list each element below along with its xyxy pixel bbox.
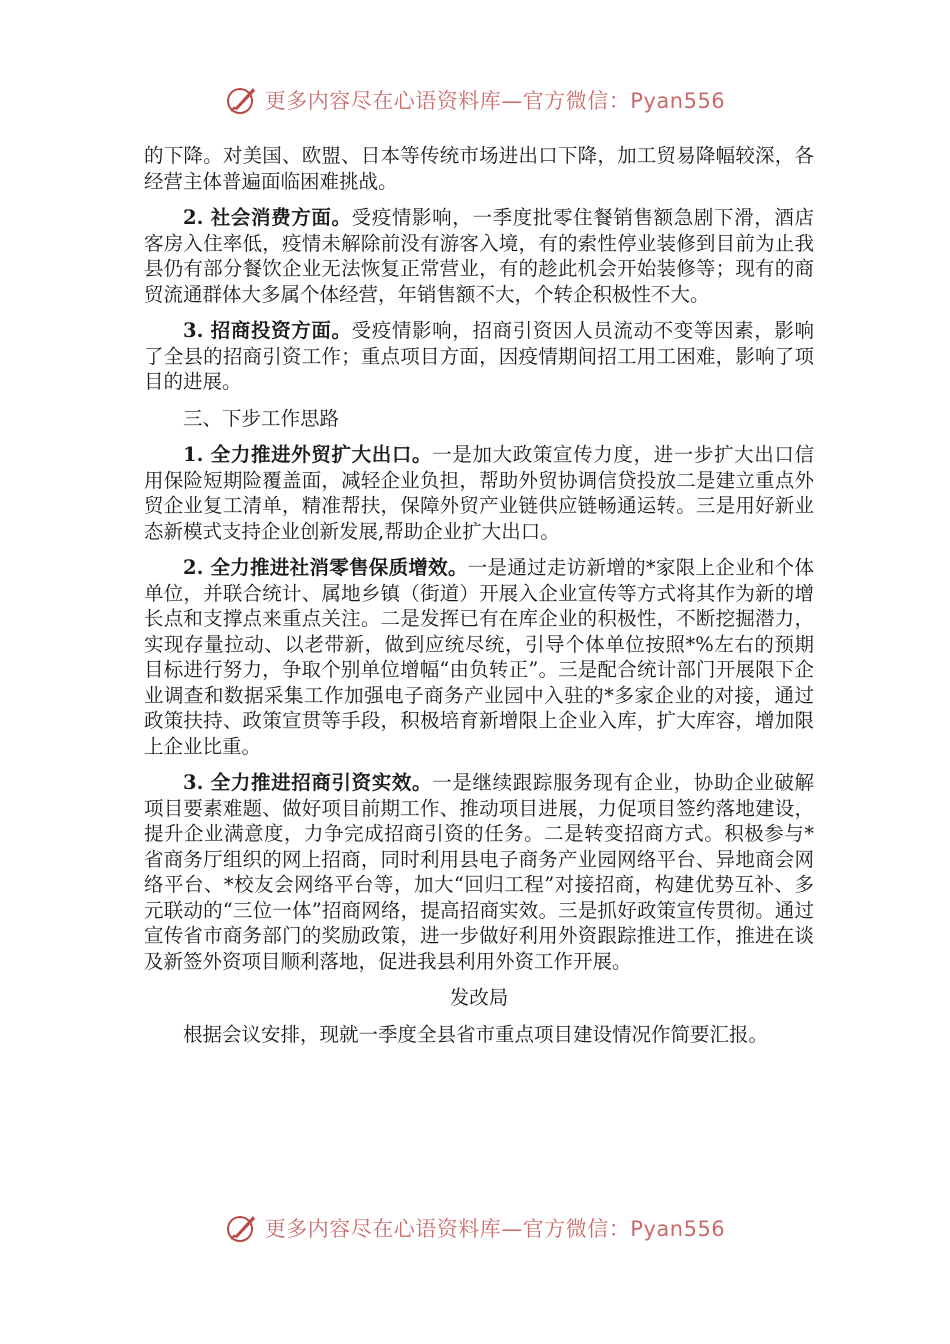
paragraph-text: 受疫情影响，招商引资因人员流动不变等因素，影响了全县的招商引资工作；重点项目方面，因疫情期间招工用工困难，影响了项目的进展。 [144, 319, 814, 393]
paragraph-text: 一是通过走访新增的*家限上企业和个体单位，并联合统计、属地乡镇（街道）开展入企业宣传等方式将其作为新的增长点和支撑点来重点关注。二是发挥已有在库企业的积极性，不断挖掘潜力，实现存量拉动、以老带新，做到应统尽统，引导个体单位按照*%左右的预期目标进行努力，争取个别单位增幅“由负转正”。三是配合统计部门开展限下企业调查和数据采集工作加强电子商务产业园中入驻的*多家企业的对接，通过政策扶持、政策宣贯等手段，积极培育新增限上企业入库，扩大库容，增加限上企业比重。 [144, 556, 814, 758]
document-body [144, 143, 814, 1058]
paragraph [144, 555, 814, 759]
paragraph-text: 受疫情影响，一季度批零住餐销售额急剧下滑，酒店客房入住率低，疫情未解除前没有游客入境，有的索性停业装修到目前为止我县仍有部分餐饮企业无法恢复正常营业，有的趁此机会开始装修等；现有的商贸流通群体大多属个体经营，年销售额不大，个转企积极性不大。 [144, 206, 814, 306]
paragraph-heading: 3. 招商投资方面。 [183, 319, 352, 342]
department-title: 发改局 [449, 986, 509, 1009]
section-heading: 三、下步工作思路 [183, 406, 340, 430]
paragraph [144, 442, 814, 544]
paragraph [144, 770, 814, 974]
paragraph-text: 一是加大政策宣传力度，进一步扩大出口信用保险短期险覆盖面，减轻企业负担，帮助外贸协调信贷投放二是建立重点外贸企业复工清单，精准帮扶，保障外贸产业链供应链畅通运转。三是用好新业态新模式支持企业创新发展,帮助企业扩大出口。 [144, 443, 814, 543]
quill-logo-icon [225, 1211, 259, 1245]
quill-logo-icon [225, 83, 259, 117]
paragraph-heading: 3. 全力推进招商引资实效。 [183, 771, 433, 794]
paragraph-text: 一是继续跟踪服务现有企业，协助企业破解项目要素难题、做好项目前期工作、推动项目进展，力促项目签约落地建设，提升企业满意度，力争完成招商引资的任务。二是转变招商方式。积极参与*省商务厅组织的网上招商，同时利用县电子商务产业园网络平台、异地商会网络平台、*校友会网络平台等，加大“回归工程”对接招商，构建优势互补、多元联动的“三位一体”招商网络，提高招商实效。三是抓好政策宣传贯彻。通过宣传省市商务部门的奖励政策，进一步做好利用外资跟踪推进工作，推进在谈及新签外资项目顺利落地，促进我县利用外资工作开展。 [144, 771, 814, 973]
footer-watermark-banner [0, 1208, 950, 1248]
paragraph-heading: 2. 社会消费方面。 [183, 206, 352, 229]
paragraph-heading: 1. 全力推进外贸扩大出口。 [183, 443, 433, 466]
paragraph-heading: 2. 全力推进社消零售保质增效。 [183, 556, 468, 579]
paragraph [144, 318, 814, 395]
header-watermark-banner [0, 80, 950, 120]
watermark-text: 更多内容尽在心语资料库—官方微信：Pyan556 [264, 1217, 726, 1241]
watermark-text: 更多内容尽在心语资料库—官方微信：Pyan556 [264, 89, 726, 113]
paragraph [144, 205, 814, 307]
paragraph: 根据会议安排，现就一季度全县省市重点项目建设情况作简要汇报。 [183, 1022, 769, 1046]
paragraph: 的下降。对美国、欧盟、日本等传统市场进出口下降，加工贸易降幅较深，各经营主体普遍面临困难挑战。 [144, 144, 814, 193]
